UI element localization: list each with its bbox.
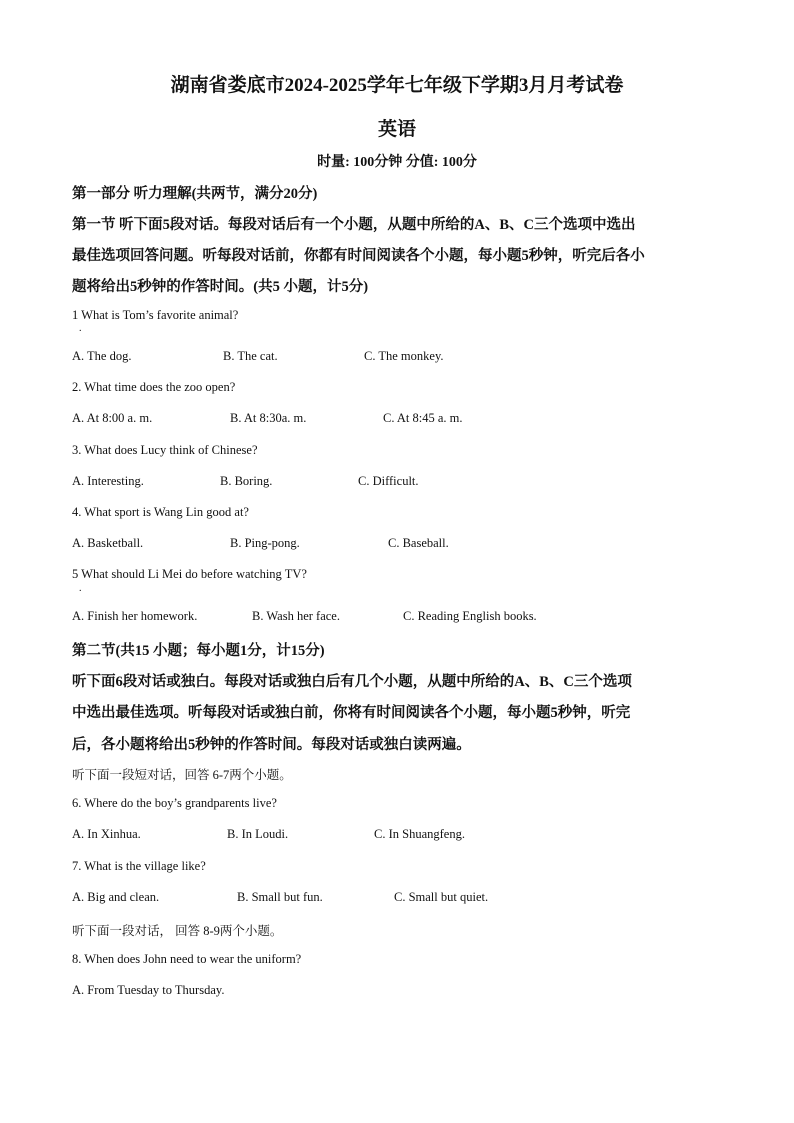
q1-option-a: A. The dog. [72,349,132,363]
instruction-6-7: 听下面一段短对话，回答 6-7两个小题。 [72,768,292,782]
section2-heading: 第二节(共15 小题；每小题1分，计15分) [72,643,325,659]
q5-option-c: C. Reading English books. [403,609,537,623]
q3-option-c: C. Difficult. [358,474,419,488]
section2-instruction-line-2: 中选出最佳选项。听每段对话或独白前，你将有时间阅读各个小题，每小题5秒钟，听完 [72,705,631,721]
q4-option-b: B. Ping-pong. [230,536,300,550]
question-6: 6. Where do the boy’s grandparents live? [72,796,277,810]
q7-option-c: C. Small but quiet. [394,890,489,904]
question-8: 8. When does John need to wear the uniform? [72,952,302,966]
q7-option-b: B. Small but fun. [237,890,323,904]
q1-option-c: C. The monkey. [364,349,444,363]
part1-heading: 第一部分 听力理解(共两节，满分20分) [72,186,318,202]
q7-option-a: A. Big and clean. [72,890,160,904]
question-4: 4. What sport is Wang Lin good at? [72,505,249,519]
stray-dot: . [79,583,82,594]
question-3: 3. What does Lucy think of Chinese? [72,443,258,457]
question-7: 7. What is the village like? [72,859,206,873]
question-1: 1 What is Tom’s favorite animal? [72,308,239,322]
q4-option-c: C. Baseball. [388,536,449,550]
stray-dot: . [79,323,82,334]
question-5: 5 What should Li Mei do before watching TV? [72,567,307,581]
q1-option-b: B. The cat. [223,349,278,363]
section1-instruction-line-2: 最佳选项回答问题。听每段对话前，你都有时间阅读各个小题，每小题5秒钟，听完后各小 [72,248,645,264]
subject-title: 英语 [377,119,416,140]
section2-instruction-line-3: 后，各小题将给出5秒钟的作答时间。每段对话或独白读两遍。 [72,737,471,753]
q4-option-a: A. Basketball. [72,536,144,550]
question-2: 2. What time does the zoo open? [72,380,236,394]
q3-option-a: A. Interesting. [72,474,144,488]
instruction-8-9: 听下面一段对话， 回答 8-9两个小题。 [72,924,283,938]
q2-option-a: A. At 8:00 a. m. [72,411,153,425]
exam-meta: 时量: 100分钟 分值: 100分 [317,155,477,170]
q6-option-b: B. In Loudi. [227,827,289,841]
q2-option-b: B. At 8:30a. m. [230,411,307,425]
q5-option-b: B. Wash her face. [252,609,340,623]
exam-title: 湖南省娄底市2024-2025学年七年级下学期3月月考试卷 [170,75,624,96]
section2-instruction-line-1: 听下面6段对话或独白。每段对话或独白后有几个小题，从题中所给的A、B、C三个选项 [72,674,632,690]
section1-instruction-line-1: 第一节 听下面5段对话。每段对话后有一个小题，从题中所给的A、B、C三个选项中选出 [72,217,636,233]
q8-option-a: A. From Tuesday to Thursday. [72,983,225,997]
q3-option-b: B. Boring. [220,474,273,488]
q6-option-c: C. In Shuangfeng. [374,827,465,841]
section1-instruction-line-3: 题将给出5秒钟的作答时间。(共5 小题，计5分) [72,279,369,295]
q5-option-a: A. Finish her homework. [72,609,198,623]
q2-option-c: C. At 8:45 a. m. [383,411,463,425]
q6-option-a: A. In Xinhua. [72,827,141,841]
